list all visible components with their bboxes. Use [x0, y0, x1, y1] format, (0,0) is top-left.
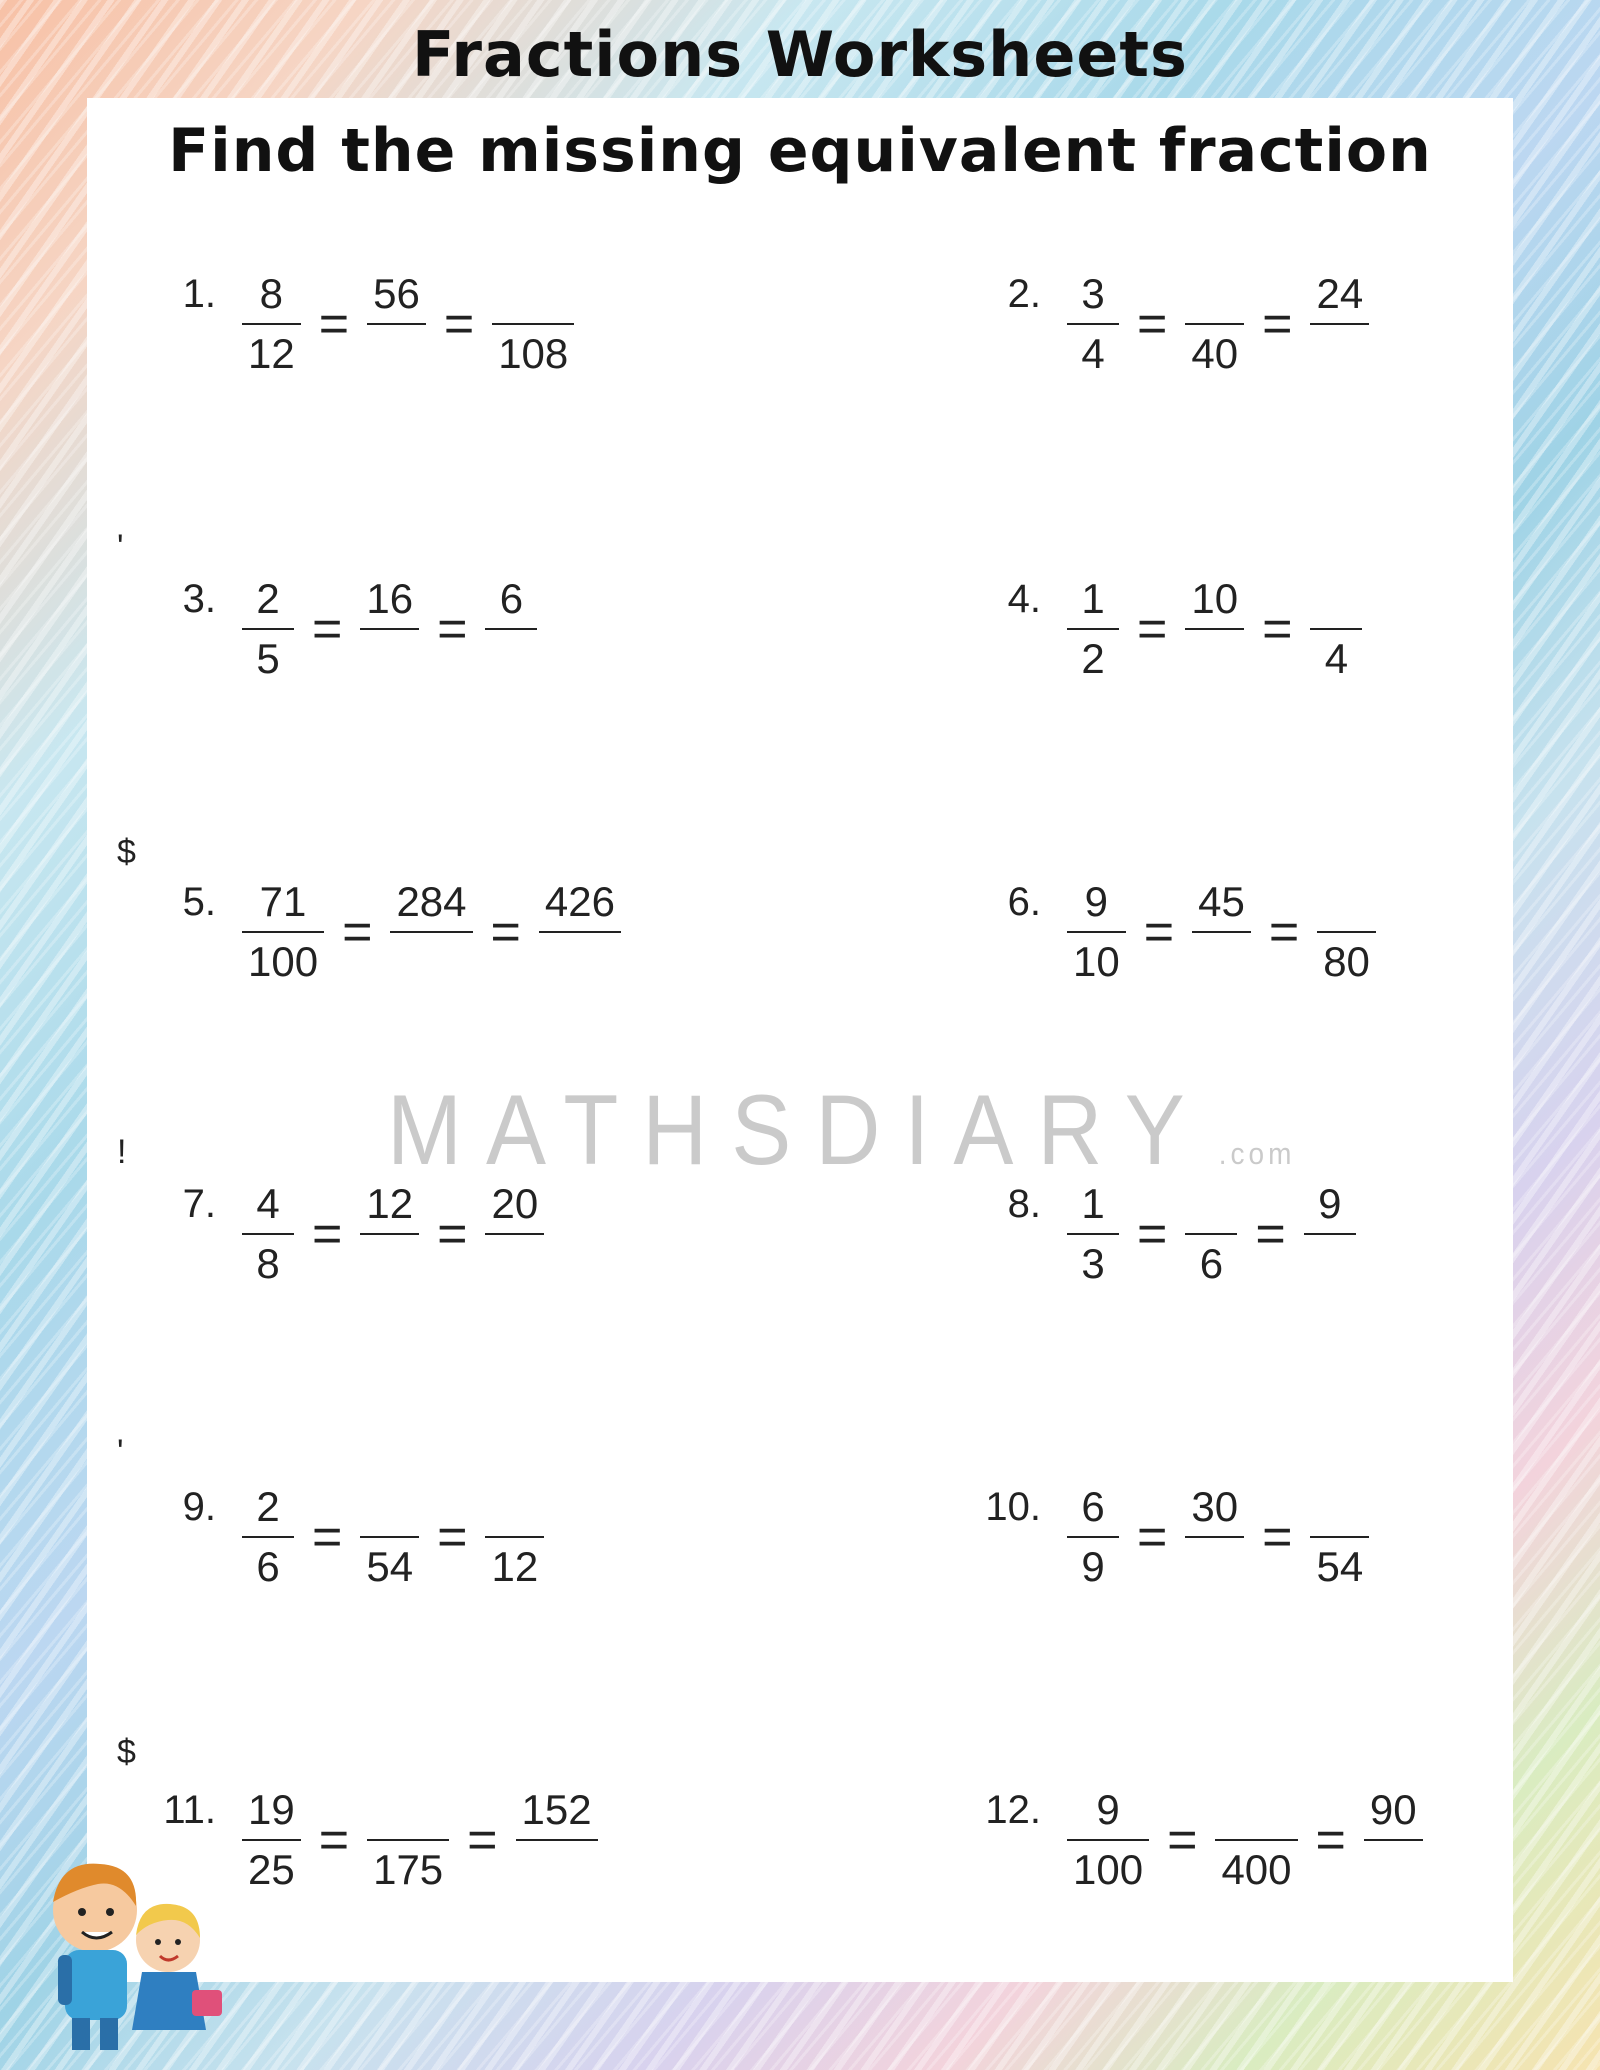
denominator: 2 [1081, 635, 1105, 682]
fraction [1304, 1178, 1356, 1290]
fraction-bar [1067, 931, 1126, 933]
denominator: 12 [491, 1543, 539, 1590]
equals-sign: = [318, 295, 350, 353]
denominator: 175 [373, 1846, 444, 1893]
stray-mark: ' [117, 1433, 124, 1471]
blank-denominator[interactable] [1215, 936, 1227, 988]
problem-number: 3. [182, 576, 216, 621]
numerator: 426 [544, 878, 615, 925]
fraction-bar [360, 1536, 419, 1538]
fraction-bar [242, 931, 324, 933]
worksheet-title: Fractions Worksheets [412, 18, 1188, 91]
blank-denominator[interactable] [384, 633, 396, 685]
denominator: 100 [1073, 1846, 1144, 1893]
problem-12 [967, 1784, 1423, 1896]
equals-sign: = [467, 1811, 498, 1869]
denominator: 100 [248, 938, 319, 985]
fraction [485, 573, 537, 685]
problem-number: 9. [182, 1484, 216, 1529]
problem-number: 5. [182, 879, 216, 924]
denominator: 3 [1081, 1240, 1105, 1287]
denominator: 8 [256, 1240, 280, 1287]
equals-sign: = [1262, 295, 1293, 353]
blank-numerator[interactable] [1250, 1784, 1262, 1836]
numerator: 6 [499, 575, 524, 622]
fraction [1185, 1178, 1237, 1290]
problem-number: 2. [1007, 271, 1041, 316]
fraction [242, 1784, 301, 1896]
fraction [390, 876, 472, 988]
numerator: 71 [259, 878, 307, 925]
fraction-bar [242, 1839, 301, 1841]
fraction [360, 573, 419, 685]
numerator: 8 [259, 270, 284, 317]
problem-number: 10. [985, 1484, 1041, 1529]
fraction-bar [242, 628, 294, 630]
numerator: 2 [256, 1483, 280, 1530]
fraction [1317, 876, 1376, 988]
equals-sign: = [1255, 1205, 1286, 1263]
numerator: 9 [1096, 1786, 1120, 1833]
fraction [242, 268, 301, 380]
equals-sign: = [1268, 903, 1300, 961]
fraction-bar [390, 931, 472, 933]
fraction [1067, 268, 1119, 380]
fraction [1067, 573, 1119, 685]
problem-6 [967, 876, 1376, 988]
fraction [539, 876, 621, 988]
blank-denominator[interactable] [384, 1238, 396, 1290]
numerator: 9 [1318, 1180, 1342, 1227]
equals-sign: = [490, 903, 521, 961]
fraction [1067, 1178, 1119, 1290]
problem-9 [142, 1481, 544, 1593]
fraction-bar [485, 628, 537, 630]
denominator: 80 [1323, 938, 1370, 985]
equals-sign: = [1143, 903, 1175, 961]
equals-sign: = [1167, 1811, 1198, 1869]
problem-7 [142, 1178, 544, 1290]
watermark-brand: MATHSDIARY [387, 1075, 1209, 1186]
numerator: 2 [256, 575, 280, 622]
problem-number: 12. [985, 1787, 1041, 1832]
fraction [1192, 876, 1251, 988]
numerator: 20 [491, 1180, 539, 1227]
fraction [485, 1178, 544, 1290]
problem-1 [142, 268, 574, 380]
fraction [242, 573, 294, 685]
problem-3 [142, 573, 537, 685]
fraction-bar [360, 628, 419, 630]
watermark-suffix: .com [1218, 1136, 1296, 1171]
blank-numerator[interactable] [402, 1784, 414, 1836]
denominator: 400 [1221, 1846, 1292, 1893]
blank-denominator[interactable] [509, 1238, 521, 1290]
fraction-bar [1067, 1536, 1119, 1538]
blank-denominator[interactable] [551, 1844, 563, 1896]
blank-denominator[interactable] [1209, 633, 1221, 685]
stray-mark: ! [117, 1133, 127, 1171]
equals-sign: = [318, 1811, 350, 1869]
fraction-bar [1310, 628, 1362, 630]
watermark [387, 1075, 1296, 1188]
fraction-bar [1067, 323, 1119, 325]
numerator: 3 [1081, 270, 1105, 317]
numerator: 12 [366, 1180, 414, 1227]
fraction-bar [485, 1536, 544, 1538]
fraction [367, 268, 426, 380]
fraction-bar [1185, 1536, 1244, 1538]
fraction-bar [1185, 628, 1244, 630]
numerator: 19 [248, 1786, 295, 1833]
blank-numerator[interactable] [1330, 573, 1342, 625]
problem-number: 11. [163, 1787, 216, 1832]
numerator: 16 [366, 575, 414, 622]
equals-sign: = [1137, 600, 1168, 658]
blank-denominator[interactable] [574, 936, 586, 988]
fraction [1215, 1784, 1297, 1896]
fraction-bar [1192, 931, 1251, 933]
denominator: 54 [1316, 1543, 1364, 1590]
denominator: 12 [248, 330, 295, 377]
problem-10 [967, 1481, 1369, 1593]
numerator: 10 [1191, 575, 1239, 622]
denominator: 4 [1081, 330, 1105, 377]
fraction [242, 1481, 294, 1593]
blank-numerator[interactable] [1205, 1178, 1217, 1230]
fraction-bar [1310, 323, 1369, 325]
children-illustration [20, 1840, 240, 2060]
fraction-bar [485, 1233, 544, 1235]
fraction [360, 1481, 419, 1593]
problem-4 [967, 573, 1362, 685]
numerator: 45 [1198, 878, 1245, 925]
equals-sign: = [1137, 1205, 1168, 1263]
fraction [1067, 876, 1126, 988]
blank-numerator[interactable] [384, 1481, 396, 1533]
stray-mark: $ [117, 833, 136, 871]
denominator: 4 [1324, 635, 1349, 682]
fraction-bar [1304, 1233, 1356, 1235]
fraction [1067, 1784, 1149, 1896]
problem-number: 1. [182, 271, 216, 316]
problem-number: 4. [1007, 576, 1041, 621]
fraction-bar [1067, 628, 1119, 630]
fraction [1310, 573, 1362, 685]
blank-denominator[interactable] [425, 936, 437, 988]
numerator: 90 [1369, 1786, 1417, 1833]
fraction [242, 1178, 294, 1290]
fraction-bar [1185, 323, 1244, 325]
worksheet-subtitle: Find the missing equivalent fraction [168, 116, 1432, 186]
blank-denominator[interactable] [1334, 328, 1346, 380]
equals-sign: = [342, 903, 373, 961]
fraction [1185, 573, 1244, 685]
numerator: 56 [373, 270, 420, 317]
denominator: 9 [1081, 1543, 1105, 1590]
equals-sign: = [312, 600, 343, 658]
numerator: 30 [1191, 1483, 1239, 1530]
blank-denominator[interactable] [1209, 1541, 1221, 1593]
numerator: 6 [1081, 1483, 1105, 1530]
fraction-bar [367, 1839, 449, 1841]
fraction [1067, 1481, 1119, 1593]
fraction-bar [1067, 1233, 1119, 1235]
blank-numerator[interactable] [527, 268, 539, 320]
equals-sign: = [312, 1205, 343, 1263]
blank-denominator[interactable] [390, 328, 402, 380]
numerator: 1 [1081, 575, 1105, 622]
denominator: 10 [1073, 938, 1120, 985]
fraction-bar [516, 1839, 598, 1841]
fraction-bar [1215, 1839, 1297, 1841]
numerator: 4 [256, 1180, 280, 1227]
fraction-bar [1067, 1839, 1149, 1841]
fraction-bar [492, 323, 574, 325]
equals-sign: = [437, 600, 468, 658]
denominator: 108 [498, 330, 569, 377]
equals-sign: = [1262, 1508, 1293, 1566]
denominator: 5 [256, 635, 280, 682]
fraction [492, 268, 574, 380]
numerator: 9 [1084, 878, 1109, 925]
fraction-bar [242, 1536, 294, 1538]
fraction [242, 876, 324, 988]
fraction [1364, 1784, 1423, 1896]
denominator: 6 [1199, 1240, 1224, 1287]
equals-sign: = [437, 1508, 468, 1566]
fraction-bar [539, 931, 621, 933]
blank-numerator[interactable] [1334, 1481, 1346, 1533]
problem-number: 7. [182, 1181, 216, 1226]
blank-numerator[interactable] [1341, 876, 1353, 928]
fraction [1185, 1481, 1244, 1593]
fraction-bar [367, 323, 426, 325]
equals-sign: = [437, 1205, 468, 1263]
fraction-bar [1317, 931, 1376, 933]
fraction-bar [1185, 1233, 1237, 1235]
numerator: 24 [1316, 270, 1364, 317]
stray-mark: ' [117, 528, 124, 566]
equals-sign: = [443, 295, 475, 353]
fraction-bar [1364, 1839, 1423, 1841]
fraction-bar [1310, 1536, 1369, 1538]
equals-sign: = [1137, 295, 1168, 353]
fraction-bar [242, 323, 301, 325]
fraction [367, 1784, 449, 1896]
numerator: 284 [396, 878, 467, 925]
fraction [360, 1178, 419, 1290]
fraction [485, 1481, 544, 1593]
fraction [516, 1784, 598, 1896]
problem-5 [142, 876, 621, 988]
fraction [1310, 268, 1369, 380]
fraction [1185, 268, 1244, 380]
problem-8 [967, 1178, 1356, 1290]
blank-denominator[interactable] [1387, 1844, 1399, 1896]
blank-numerator[interactable] [1209, 268, 1221, 320]
problem-number: 8. [1007, 1181, 1041, 1226]
numerator: 1 [1081, 1180, 1105, 1227]
blank-denominator[interactable] [505, 633, 517, 685]
equals-sign: = [312, 1508, 343, 1566]
equals-sign: = [1262, 600, 1293, 658]
blank-numerator[interactable] [509, 1481, 521, 1533]
fraction-bar [242, 1233, 294, 1235]
problem-number: 6. [1007, 879, 1041, 924]
worksheet-sheet [87, 98, 1513, 1982]
equals-sign: = [1315, 1811, 1346, 1869]
numerator: 152 [521, 1786, 592, 1833]
denominator: 6 [256, 1543, 280, 1590]
denominator: 25 [248, 1846, 295, 1893]
blank-denominator[interactable] [1324, 1238, 1336, 1290]
denominator: 54 [366, 1543, 414, 1590]
denominator: 40 [1191, 330, 1239, 377]
problem-2 [967, 268, 1369, 380]
fraction [1310, 1481, 1369, 1593]
fraction-bar [360, 1233, 419, 1235]
stray-mark: $ [117, 1733, 136, 1771]
equals-sign: = [1137, 1508, 1168, 1566]
